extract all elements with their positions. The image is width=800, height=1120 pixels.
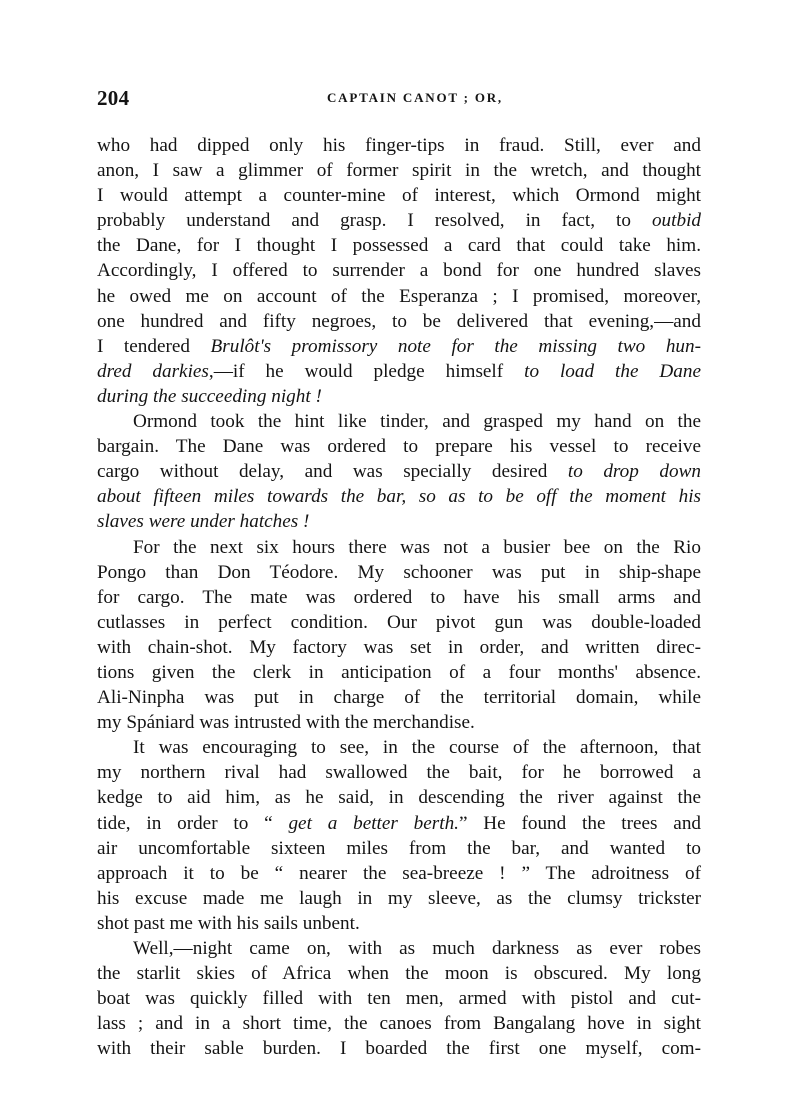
text-run: the Dane, for I thought I possessed a card that could take him. bbox=[97, 235, 701, 257]
paragraph bbox=[97, 133, 701, 409]
text-run: boat was quickly filled with ten men, armed with pistol and cut- bbox=[97, 988, 701, 1010]
italic-text: outbid bbox=[651, 210, 701, 232]
paragraph bbox=[97, 535, 701, 736]
italic-text: to drop down bbox=[567, 461, 701, 483]
text-run: ,—if he would pledge himself bbox=[208, 360, 525, 382]
italic-text: to load the Dane bbox=[524, 360, 701, 382]
text-run: Well,—night came on, with as much darkness as ever robes bbox=[133, 938, 701, 959]
text-line bbox=[97, 560, 701, 585]
text-run: the starlit skies of Africa when the moon is obscured. My long bbox=[97, 963, 701, 985]
text-run: shot past me with his sails unbent. bbox=[97, 912, 360, 934]
text-line bbox=[97, 183, 701, 208]
text-run: Pongo than Don Téodore. My schooner was put in ship-shape bbox=[97, 561, 701, 583]
text-line bbox=[97, 535, 701, 560]
text-line bbox=[97, 434, 701, 459]
italic-text: during the succeeding night ! bbox=[97, 385, 322, 407]
text-run: I would attempt a counter-mine of interest, which Ormond might bbox=[97, 185, 701, 207]
paragraph bbox=[97, 409, 701, 534]
text-run: I tendered bbox=[97, 335, 211, 357]
text-run: Ali-Ninpha was put in charge of the territorial domain, while bbox=[97, 687, 701, 709]
page-number: 204 bbox=[97, 86, 130, 110]
text-run: his excuse made me laugh in my sleeve, as the clumsy trickster bbox=[97, 887, 701, 909]
text-run: tions given the clerk in anticipation of a four months' absence. bbox=[97, 661, 701, 683]
text-run: It was encouraging to see, in the course of the afternoon, that bbox=[133, 737, 701, 759]
text-run: Accordingly, I offered to surrender a bond for one hundred slaves bbox=[97, 260, 701, 282]
text-line bbox=[97, 484, 701, 509]
text-line bbox=[97, 133, 701, 158]
text-line bbox=[97, 585, 701, 610]
text-line bbox=[97, 359, 701, 384]
text-line bbox=[97, 961, 701, 986]
text-run: with their sable burden. I boarded the first one myself, com- bbox=[97, 1038, 701, 1060]
text-run: tide, in order to “ bbox=[97, 812, 289, 834]
text-run: who had dipped only his finger-tips in fraud. Still, ever and bbox=[97, 135, 701, 156]
page-header bbox=[97, 84, 701, 120]
body-text bbox=[97, 133, 701, 1061]
paragraph bbox=[97, 735, 701, 936]
italic-text: get a better berth. bbox=[288, 812, 459, 834]
text-line bbox=[97, 760, 701, 785]
text-line bbox=[97, 836, 701, 861]
text-run: probably understand and grasp. I resolved, in fact, to bbox=[97, 210, 652, 232]
text-line bbox=[97, 334, 701, 359]
text-line bbox=[97, 936, 701, 961]
text-run: my northern rival had swallowed the bait, for he borrowed a bbox=[97, 762, 701, 784]
text-line bbox=[97, 911, 701, 936]
text-line bbox=[97, 635, 701, 660]
text-line bbox=[97, 233, 701, 258]
text-line bbox=[97, 284, 701, 309]
italic-text: about fifteen miles towards the bar, so as to be off the moment his bbox=[97, 486, 701, 508]
text-run: lass ; and in a short time, the canoes from Bangalang hove in sight bbox=[97, 1013, 701, 1035]
text-line bbox=[97, 208, 701, 233]
text-line bbox=[97, 685, 701, 710]
text-run: kedge to aid him, as he said, in descending the river against the bbox=[97, 787, 701, 809]
text-line bbox=[97, 811, 701, 836]
italic-text: Brulôt's promissory note for the missing two hun- bbox=[210, 335, 701, 357]
text-line bbox=[97, 710, 701, 735]
text-line bbox=[97, 610, 701, 635]
text-line bbox=[97, 258, 701, 283]
text-line bbox=[97, 309, 701, 334]
text-run: one hundred and fifty negroes, to be delivered that evening,—and bbox=[97, 310, 701, 332]
text-line bbox=[97, 735, 701, 760]
text-line bbox=[97, 986, 701, 1011]
paragraph bbox=[97, 936, 701, 1061]
text-run: he owed me on account of the Esperanza ; I promised, moreover, bbox=[97, 285, 701, 307]
text-run: bargain. The Dane was ordered to prepare his vessel to receive bbox=[97, 436, 701, 458]
italic-text: slaves were under hatches ! bbox=[97, 511, 310, 533]
text-line bbox=[97, 1011, 701, 1036]
text-line bbox=[97, 660, 701, 685]
text-line bbox=[97, 785, 701, 810]
text-line bbox=[97, 409, 701, 434]
text-run: Ormond took the hint like tinder, and grasped my hand on the bbox=[133, 411, 701, 433]
text-line bbox=[97, 459, 701, 484]
text-line bbox=[97, 158, 701, 183]
text-run: my Spániard was intrusted with the merchandise. bbox=[97, 712, 475, 734]
text-line bbox=[97, 886, 701, 911]
running-title: CAPTAIN CANOT ; OR, bbox=[326, 90, 503, 105]
text-line bbox=[97, 509, 701, 534]
text-line bbox=[97, 384, 701, 409]
italic-text: dred darkies bbox=[97, 360, 209, 382]
text-run: with chain-shot. My factory was set in order, and written direc- bbox=[97, 636, 701, 658]
text-run: cargo without delay, and was specially desired bbox=[97, 461, 568, 483]
text-run: approach it to be “ nearer the sea-breeze ! ” The adroitness of bbox=[97, 862, 701, 884]
text-line bbox=[97, 1036, 701, 1061]
text-run: anon, I saw a glimmer of former spirit in the wretch, and thought bbox=[97, 160, 701, 182]
text-run: air uncomfortable sixteen miles from the bar, and wanted to bbox=[97, 837, 701, 859]
text-run: For the next six hours there was not a busier bee on the Rio bbox=[133, 536, 701, 558]
text-line bbox=[97, 861, 701, 886]
text-run: for cargo. The mate was ordered to have his small arms and bbox=[97, 586, 701, 608]
text-run: cutlasses in perfect condition. Our pivot gun was double-loaded bbox=[97, 611, 701, 633]
text-run: ” He found the trees and bbox=[458, 812, 702, 834]
